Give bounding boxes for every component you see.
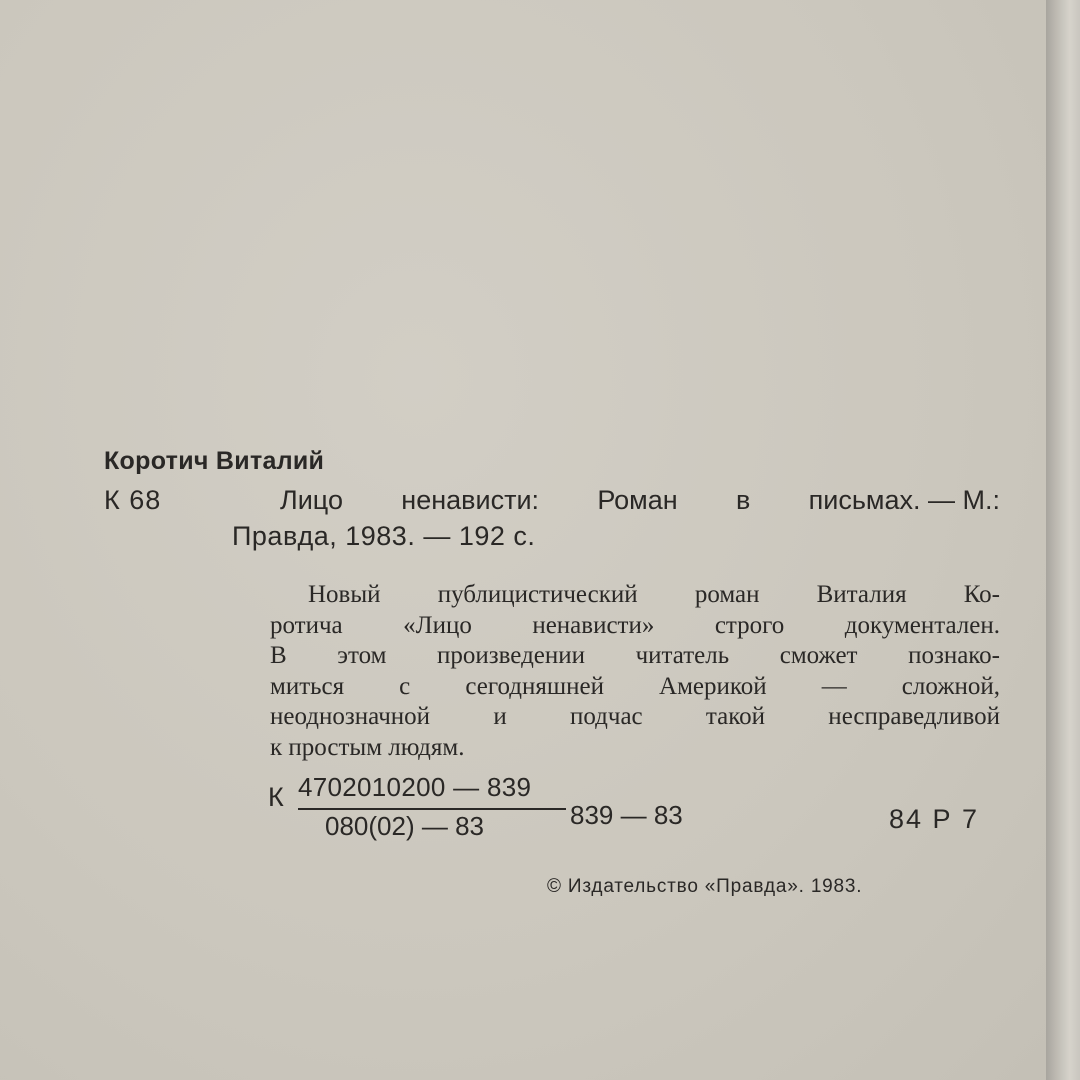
annotation-line: Новый публицистический роман Виталия Ко- [308, 581, 1000, 608]
bib-word: в [735, 485, 751, 515]
bib-word: Роман [597, 485, 678, 515]
annotation-line: к простым людям. [270, 733, 465, 761]
bib-word: ненависти: [401, 485, 540, 515]
catalog-code: К 68 [104, 485, 162, 515]
index-denominator: 080(02) — 83 [325, 811, 484, 841]
page-edge [1046, 0, 1080, 1080]
bib-word: письмах. — М.: [808, 485, 1000, 515]
copyright-line: © Издательство «Правда». 1983. [547, 876, 863, 897]
fraction-bar [298, 808, 566, 810]
index-suffix: 839 — 83 [570, 800, 683, 830]
bibliography-line-2: Правда, 1983. — 192 с. [232, 521, 536, 551]
author-name: Коротич Виталий [104, 447, 325, 475]
annotation-line: В этом произведении читатель сможет познако- [270, 642, 1000, 669]
index-numerator: 4702010200 — 839 [298, 772, 532, 802]
bib-word: Лицо [280, 485, 343, 515]
annotation-line: миться с сегодняшней Америкой — сложной, [270, 672, 1000, 700]
index-letter: К [268, 782, 284, 812]
bibliography-line-1 [280, 485, 1000, 516]
annotation-line: ротича «Лицо ненависти» строго документален. [270, 611, 1000, 639]
classification-code: 84 Р 7 [889, 804, 980, 834]
annotation-line: неоднозначной и подчас такой несправедливой [270, 703, 1000, 730]
annotation [270, 580, 1000, 763]
